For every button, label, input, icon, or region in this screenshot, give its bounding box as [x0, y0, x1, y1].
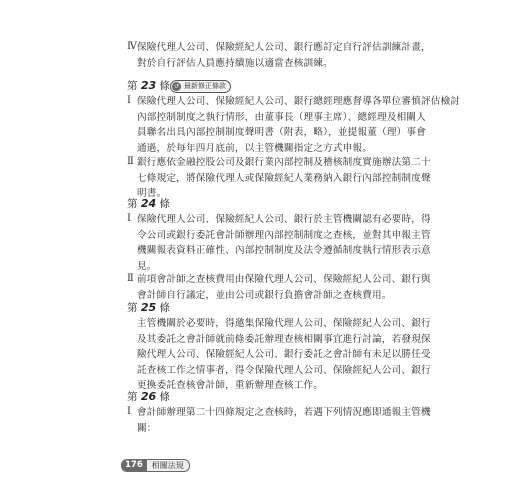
- latest-amendment-badge: [170, 80, 231, 93]
- text-line: 通過，於每年四月底前，以主管機關指定之方式申報。: [137, 142, 373, 154]
- text-line: 前項會計師之查核費用由保險代理人公司、保險經紀人公司、銀行與: [137, 274, 431, 285]
- paragraph-number: Ⅱ: [127, 273, 134, 284]
- paragraph-number: Ⅰ: [127, 213, 131, 224]
- text-line: 內部控制制度之執行情形，由董事長（理事主席）、總經理及相關人: [137, 111, 427, 123]
- article-23-heading: [127, 78, 170, 93]
- article-23-paragraph-2: [137, 155, 431, 202]
- text-line: 主管機關於必要時，得邀集保險代理人公司、保險經紀人公司、銀行: [137, 318, 431, 329]
- paragraph-number: Ⅰ: [127, 95, 131, 106]
- article-24-paragraph-2: [137, 272, 431, 303]
- article-prefix: 第: [127, 391, 138, 403]
- article-25-body: [137, 316, 431, 394]
- text-line: 託查核工作之情事者，得令保險代理人公司、保險經紀人公司、銀行: [137, 364, 431, 376]
- page-number: 176: [121, 459, 147, 472]
- text-line: 險代理人公司、保險經紀人公司、銀行委託之會計師有未足以勝任受: [137, 349, 431, 360]
- paragraph-number: Ⅳ: [127, 41, 137, 52]
- text-line: 保險代理人公司、保險經紀人公司、銀行應訂定自行評估訓練計畫，: [137, 42, 431, 53]
- footer-label: 相關法規: [147, 459, 190, 472]
- paragraph-number: Ⅱ: [127, 156, 134, 167]
- text-line: 七條規定，將保險代理人或保險經紀人業務納入銀行內部控制制度聲: [137, 172, 431, 184]
- article-prefix: 第: [127, 302, 138, 314]
- article-25-heading: [127, 300, 170, 315]
- text-line: 機關報表資料正確性、內部控制制度及法令遵循制度執行情形表示意: [137, 245, 431, 256]
- text-line: 明書。: [137, 188, 167, 199]
- paragraph-number: Ⅰ: [127, 406, 131, 417]
- article-number: 26: [140, 390, 157, 403]
- article-suffix: 條: [159, 198, 170, 210]
- text-line: 銀行應依金融控股公司及銀行業內部控制及稽核制度實施辦法第二十: [137, 157, 431, 168]
- article-prefix: 第: [127, 80, 138, 92]
- article-number: 23: [140, 79, 157, 92]
- article-24-paragraph-1: [137, 212, 431, 274]
- article-prefix: 第: [127, 198, 138, 210]
- article-number: 24: [140, 197, 157, 210]
- text-line: 會計師自行議定，並由公司或銀行負擔會計師之查核費用。: [137, 289, 392, 301]
- text-line: 保險代理人公司、保險經紀人公司、銀行於主管機關認有必要時，得: [137, 214, 431, 225]
- article-23-paragraph-1: [137, 94, 460, 156]
- paragraph-iv: [137, 40, 431, 71]
- text-line: 員聯名出具內部控制制度聲明書（附表，略），並提報董（理）事會: [137, 127, 427, 138]
- article-26-paragraph-1: [137, 405, 431, 436]
- refresh-icon: ↺: [173, 83, 180, 90]
- text-line: 更換委託查核會計師，重新辦理查核工作。: [137, 380, 324, 391]
- article-suffix: 條: [159, 302, 170, 314]
- page-footer: [121, 459, 190, 472]
- text-line: 保險代理人公司、保險經紀人公司、銀行總經理應督導各單位審慎評估檢討: [137, 96, 461, 107]
- text-line: 會計師辦理第二十四條規定之查核時，若遇下列情況應即通報主管機: [137, 407, 431, 418]
- article-number: 25: [140, 301, 157, 314]
- article-26-heading: [127, 389, 170, 404]
- text-line: 見。: [137, 260, 157, 272]
- badge-label: 最新修正條款: [184, 82, 226, 90]
- text-line: 對於自行評估人員應持續施以適當查核訓練。: [137, 57, 333, 69]
- text-line: 及其委託之會計師就前條委託辦理查核相關事宜進行討論，若發現保: [137, 333, 431, 345]
- article-24-heading: [127, 196, 170, 211]
- article-suffix: 條: [159, 80, 170, 92]
- article-suffix: 條: [159, 391, 170, 403]
- text-line: 令公司或銀行委託會計師辦理內部控制制度之查核，並對其申報主管: [137, 229, 431, 241]
- text-line: 關：: [137, 422, 157, 434]
